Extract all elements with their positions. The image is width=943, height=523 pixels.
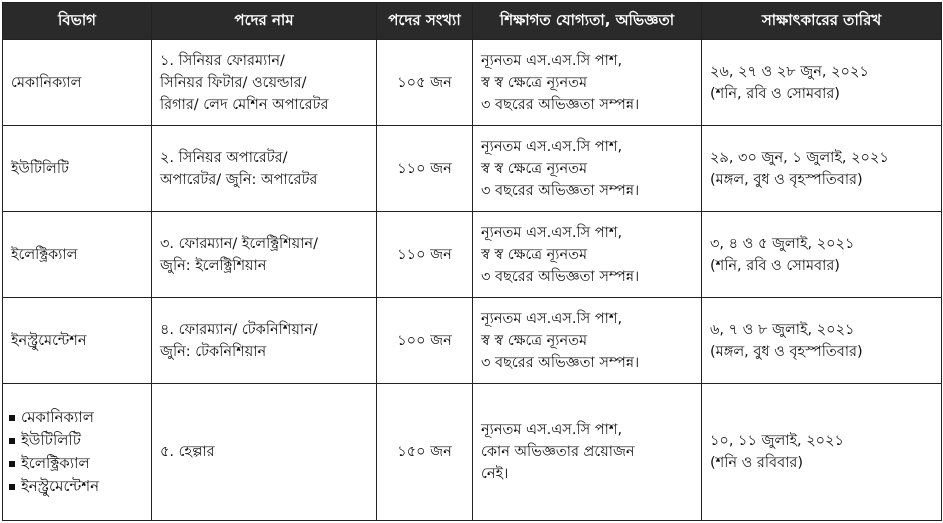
post-line: জুনি: ইলেক্ট্রিশিয়ান: [160, 257, 267, 274]
post-line: সিনিয়র ফিটার/ ওয়েল্ডার/: [160, 74, 307, 91]
count-cell: ১১০ জন: [377, 126, 473, 212]
qualification-line: ৩ বছরের অভিজ্ঞতা সম্পন্ন।: [481, 182, 640, 199]
post-line: ২. সিনিয়র অপারেটর/: [160, 149, 288, 166]
post-cell: [152, 212, 377, 298]
date-line: ২৯, ৩০ জুন, ১ জুলাই, ২০২১: [710, 149, 889, 166]
post-cell: [152, 298, 377, 384]
post-line: জুনি: টেকনিশিয়ান: [160, 343, 267, 360]
post-cell: [152, 40, 377, 126]
list-item: [9, 429, 145, 452]
list-item: [9, 475, 145, 498]
table-header-row: [3, 3, 942, 40]
post-cell: [152, 384, 377, 521]
date-day-line: (শনি, রবি ও সোমবার): [710, 85, 840, 102]
qualification-line: স্ব স্ব ক্ষেত্রে ন্যূনতম: [481, 160, 588, 177]
date-line: ১০, ১১ জুলাই, ২০২১: [710, 433, 844, 449]
interview-date-cell: [702, 126, 942, 212]
qualification-cell: [473, 384, 702, 521]
qualification-line: নেই।: [481, 466, 509, 482]
interview-date-cell: [702, 298, 942, 384]
post-cell: [152, 126, 377, 212]
date-day-line: (মঙ্গল, বুধ ও বৃহস্পতিবার): [710, 343, 863, 360]
post-line: রিগার/ লেদ মেশিন অপারেটর: [160, 96, 329, 113]
list-item: [9, 406, 145, 429]
department-cell: ইউটিলিটি: [3, 126, 152, 212]
header-qualification: শিক্ষাগত যোগ্যতা, অভিজ্ঞতা: [473, 3, 702, 40]
table-row: [3, 40, 942, 126]
bullet-icon: [9, 438, 15, 444]
count-cell: ১৫০ জন: [377, 384, 473, 521]
interview-date-cell: [702, 384, 942, 521]
qualification-line: ন্যূনতম এস.এস.সি পাশ,: [481, 224, 623, 241]
department-list: [9, 406, 145, 498]
qualification-line: ৩ বছরের অভিজ্ঞতা সম্পন্ন।: [481, 354, 640, 371]
count-cell: ১০০ জন: [377, 298, 473, 384]
post-line: ১. সিনিয়র ফোরম্যান/: [160, 52, 285, 69]
qualification-cell: [473, 126, 702, 212]
header-count: পদের সংখ্যা: [377, 3, 473, 40]
post-line: অপারেটর/ জুনি: অপারেটর: [160, 171, 318, 188]
department-list-cell: [3, 384, 152, 521]
date-day-line: (শনি, রবি ও সোমবার): [710, 257, 840, 274]
header-post: পদের নাম: [152, 3, 377, 40]
department-cell: ইলেক্ট্রিক্যাল: [3, 212, 152, 298]
date-line: ২৬, ২৭ ও ২৮ জুন, ২০২১: [710, 63, 869, 80]
qualification-line: ন্যূনতম এস.এস.সি পাশ,: [481, 52, 623, 69]
date-line: ৬, ৭ ও ৮ জুলাই, ২০২১: [710, 321, 855, 338]
interview-date-cell: [702, 40, 942, 126]
qualification-line: ন্যূনতম এস.এস.সি পাশ,: [481, 310, 623, 327]
header-department: বিভাগ: [3, 3, 152, 40]
department-cell: ইনস্ট্রুমেন্টেশন: [3, 298, 152, 384]
qualification-line: স্ব স্ব ক্ষেত্রে ন্যূনতম: [481, 332, 588, 349]
count-cell: ১১০ জন: [377, 212, 473, 298]
department-list-label: মেকানিক্যাল: [21, 408, 94, 426]
qualification-cell: [473, 212, 702, 298]
post-line: ৫. হেল্পার: [160, 444, 215, 460]
qualification-line: ন্যূনতম এস.এস.সি পাশ,: [481, 422, 623, 438]
count-cell: ১০৫ জন: [377, 40, 473, 126]
qualification-line: স্ব স্ব ক্ষেত্রে ন্যূনতম: [481, 74, 588, 91]
interview-date-cell: [702, 212, 942, 298]
post-line: ৪. ফোরম্যান/ টেকনিশিয়ান/: [160, 321, 318, 338]
qualification-line: ৩ বছরের অভিজ্ঞতা সম্পন্ন।: [481, 268, 640, 285]
qualification-line: স্ব স্ব ক্ষেত্রে ন্যূনতম: [481, 246, 588, 263]
post-line: ৩. ফোরম্যান/ ইলেক্ট্রিশিয়ান/: [160, 235, 318, 252]
header-interview-date: সাক্ষাৎকারের তারিখ: [702, 3, 942, 40]
department-list-label: ইনস্ট্রুমেন্টেশন: [21, 477, 100, 495]
qualification-cell: [473, 298, 702, 384]
qualification-cell: [473, 40, 702, 126]
table-row: [3, 212, 942, 298]
department-cell: মেকানিক্যাল: [3, 40, 152, 126]
table-row: [3, 298, 942, 384]
table-row: [3, 126, 942, 212]
department-list-label: ইলেক্ট্রিক্যাল: [21, 454, 90, 472]
bullet-icon: [9, 461, 15, 467]
date-line: ৩, ৪ ও ৫ জুলাই, ২০২১: [710, 235, 855, 252]
date-day-line: (মঙ্গল, বুধ ও বৃহস্পতিবার): [710, 171, 863, 188]
date-day-line: (শনি ও রবিবার): [710, 455, 804, 471]
qualification-line: ন্যূনতম এস.এস.সি পাশ,: [481, 138, 623, 155]
bullet-icon: [9, 484, 15, 490]
recruitment-table: [2, 2, 942, 521]
qualification-line: কোন অভিজ্ঞতার প্রয়োজন: [481, 444, 635, 460]
table-row: [3, 384, 942, 521]
qualification-line: ৩ বছরের অভিজ্ঞতা সম্পন্ন।: [481, 96, 640, 113]
department-list-label: ইউটিলিটি: [21, 431, 81, 449]
bullet-icon: [9, 415, 15, 421]
list-item: [9, 452, 145, 475]
